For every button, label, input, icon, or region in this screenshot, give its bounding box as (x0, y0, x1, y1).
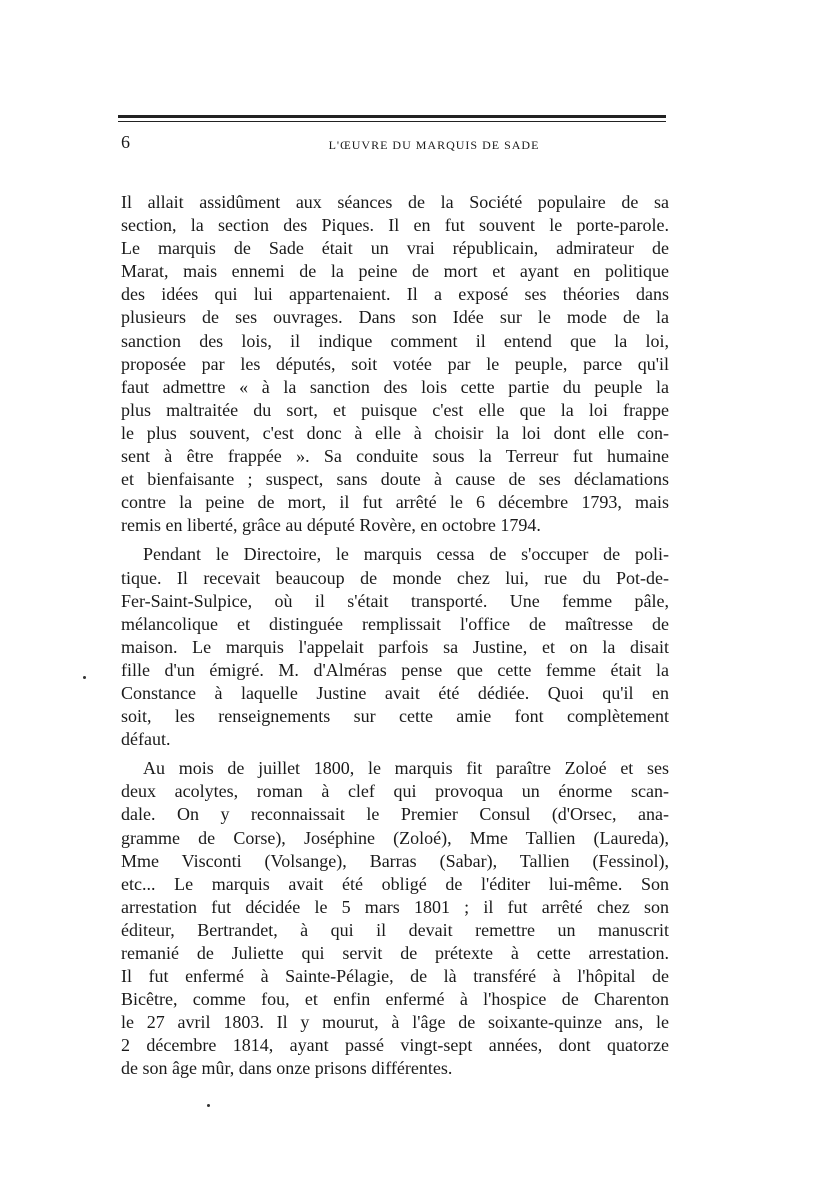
text-line: et bienfaisante ; suspect, sans doute à cause de ses déclamations (121, 469, 669, 490)
text-line: fille d'un émigré. M. d'Alméras pense que cette femme était la (121, 659, 669, 680)
text-line: Mme Visconti (Volsange), Barras (Sabar), Tallien (Fessinol), (121, 850, 669, 871)
text-line: arrestation fut décidée le 5 mars 1801 ; il fut arrêté chez son (121, 896, 669, 917)
text-line: le 27 avril 1803. Il y mourut, à l'âge de soixante-quinze ans, le (121, 1012, 669, 1033)
text-line: section, la section des Piques. Il en fut souvent le porte-parole. (121, 215, 669, 236)
text-line: Constance à laquelle Justine avait été dédiée. Quoi qu'il en (121, 682, 669, 703)
text-line: Il fut enfermé à Sainte-Pélagie, de là transféré à l'hôpital de (121, 966, 669, 987)
text-line: éditeur, Bertrandet, à qui il devait remettre un manuscrit (121, 919, 669, 940)
paragraph (121, 191, 669, 537)
text-line: proposée par les députés, soit votée par le peuple, parce qu'il (121, 353, 669, 374)
text-line: Au mois de juillet 1800, le marquis fit paraître Zoloé et ses (143, 758, 669, 779)
text-line: soit, les renseignements sur cette amie font complètement (121, 706, 669, 727)
text-line: de son âge mûr, dans onze prisons différentes. (121, 1058, 453, 1079)
text-line: remanié de Juliette qui servit de prétexte à cette arrestation. (121, 943, 669, 963)
paragraph (121, 543, 669, 751)
text-line: Marat, mais ennemi de la peine de mort et ayant en politique (121, 261, 669, 282)
text-line: des idées qui lui appartenaient. Il a exposé ses théories dans (121, 284, 669, 305)
text-line: maison. Le marquis l'appelait parfois sa Justine, et on la disait (121, 636, 669, 657)
header-rule-thin (118, 121, 666, 122)
text-line: sent à être frappée ». Sa conduite sous la Terreur fut humaine (121, 446, 669, 467)
text-line: dale. On y reconnaissait le Premier Consul (d'Orsec, ana- (121, 804, 669, 825)
page-number: 6 (121, 132, 130, 152)
paragraph (121, 757, 669, 1080)
text-line: défaut. (121, 729, 171, 750)
running-title: L'ŒUVRE DU MARQUIS DE SADE (328, 138, 540, 152)
text-line: Le marquis de Sade était un vrai républicain, admirateur de (121, 238, 669, 259)
page-speck (207, 1104, 210, 1107)
text-line: plus maltraitée du sort, et puisque c'est elle que la loi frappe (121, 399, 669, 420)
text-line: Fer-Saint-Sulpice, où il s'était transporté. Une femme pâle, (121, 590, 669, 611)
text-line: contre la peine de mort, il fut arrêté le 6 décembre 1793, mais (121, 492, 669, 513)
header-rule-thick (118, 115, 666, 118)
text-line: gramme de Corse), Joséphine (Zoloé), Mme Tallien (Laureda), (121, 827, 669, 848)
text-line: 2 décembre 1814, ayant passé vingt-sept années, dont quatorze (121, 1035, 669, 1056)
text-line: le plus souvent, c'est donc à elle à choisir la loi dont elle con- (121, 422, 669, 443)
text-line: plusieurs de ses ouvrages. Dans son Idée sur le mode de la (121, 307, 669, 328)
text-line: remis en liberté, grâce au député Rovère, en octobre 1794. (121, 515, 541, 536)
text-line: etc... Le marquis avait été obligé de l'éditer lui-même. Son (121, 873, 669, 894)
text-line: Il allait assidûment aux séances de la Société populaire de sa (121, 192, 669, 212)
text-line: faut admettre « à la sanction des lois cette partie du peuple la (121, 376, 669, 397)
text-line: tique. Il recevait beaucoup de monde chez lui, rue du Pot-de- (121, 567, 669, 588)
margin-speck (83, 676, 86, 679)
text-line: mélancolique et distinguée remplissait l'office de maîtresse de (121, 613, 669, 634)
body-text (121, 191, 669, 1081)
text-line: deux acolytes, roman à clef qui provoqua un énorme scan- (121, 781, 669, 802)
text-line: Bicêtre, comme fou, et enfin enfermé à l'hospice de Charenton (121, 989, 669, 1010)
text-line: sanction des lois, il indique comment il entend que la loi, (121, 330, 669, 351)
text-line: Pendant le Directoire, le marquis cessa de s'occuper de poli- (143, 544, 669, 565)
